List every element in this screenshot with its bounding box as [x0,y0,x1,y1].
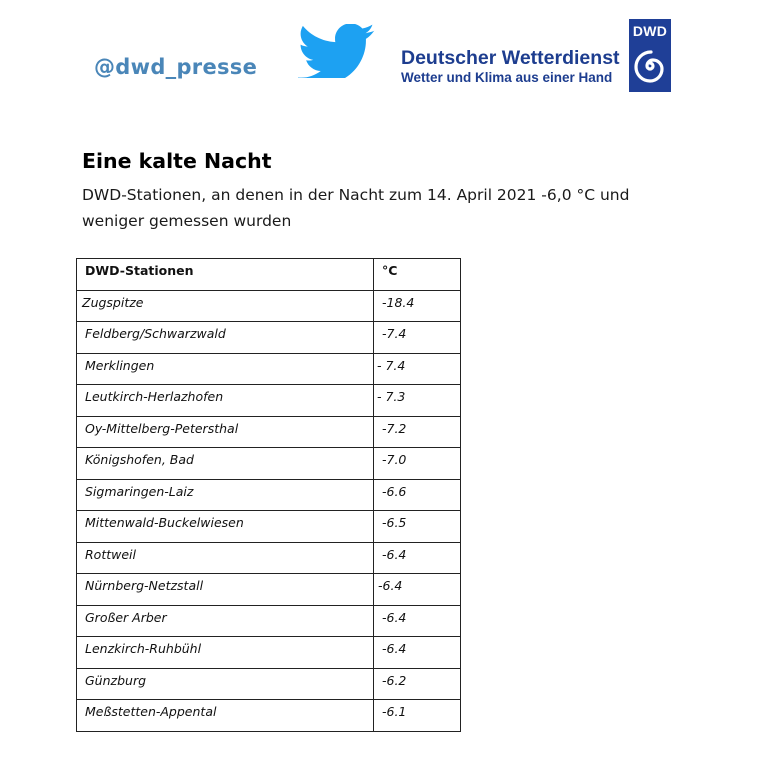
page-subtitle: DWD-Stationen, an denen in der Nacht zum 14. April 2021 -6,0 °C und weniger gemessen wurden [82,186,630,230]
table-row [77,574,461,606]
page-title: Eine kalte Nacht [82,149,272,173]
dwd-logo-text: DWD [632,23,668,39]
station-name: Nürnberg-Netzstall [77,574,374,606]
station-temp: -7.2 [374,416,461,448]
station-temp: -6.4 [374,542,461,574]
table-row [77,511,461,543]
station-temp: -6.5 [374,511,461,543]
header-stations: DWD-Stationen [77,259,374,291]
station-name: Leutkirch-Herlazhofen [77,385,374,417]
table-row [77,416,461,448]
station-name: Mittenwald-Buckelwiesen [77,511,374,543]
station-name: Großer Arber [77,605,374,637]
station-name: Oy-Mittelberg-Petersthal [77,416,374,448]
org-slogan: Wetter und Klima aus einer Hand [401,70,613,85]
station-temp: -6.4 [374,637,461,669]
dwd-logo [629,19,671,92]
table-row [77,700,461,732]
header-temperature: °C [374,259,461,291]
station-name: Merklingen [77,353,374,385]
station-name: Günzburg [77,668,374,700]
station-temp: -7.4 [374,322,461,354]
station-temp: -6.6 [374,479,461,511]
station-name: Sigmaringen-Laiz [77,479,374,511]
table-row [77,605,461,637]
table-row [77,290,461,322]
dwd-spiral-logo-icon [633,46,667,86]
twitter-handle[interactable]: @dwd_presse [94,55,258,79]
station-temp: -6.2 [374,668,461,700]
table-row [77,353,461,385]
station-name: Feldberg/Schwarzwald [77,322,374,354]
table-row [77,668,461,700]
table-row [77,637,461,669]
station-temp: - 7.3 [374,385,461,417]
station-name: Zugspitze [77,290,374,322]
station-temp: -6.1 [374,700,461,732]
station-name: Rottweil [77,542,374,574]
station-temp: -6.4 [374,574,461,606]
table-row [77,479,461,511]
table-row [77,542,461,574]
station-temp: -18.4 [374,290,461,322]
twitter-bird-icon [298,24,376,78]
station-name: Königshofen, Bad [77,448,374,480]
table-row [77,322,461,354]
station-name: Meßstetten-Appental [77,700,374,732]
station-temp: - 7.4 [374,353,461,385]
station-temp: -6.4 [374,605,461,637]
station-name: Lenzkirch-Ruhbühl [77,637,374,669]
org-name: Deutscher Wetterdienst [401,47,620,69]
table-row [77,385,461,417]
table-header-row [77,259,461,291]
station-temp: -7.0 [374,448,461,480]
table-row [77,448,461,480]
stations-table [76,258,461,732]
